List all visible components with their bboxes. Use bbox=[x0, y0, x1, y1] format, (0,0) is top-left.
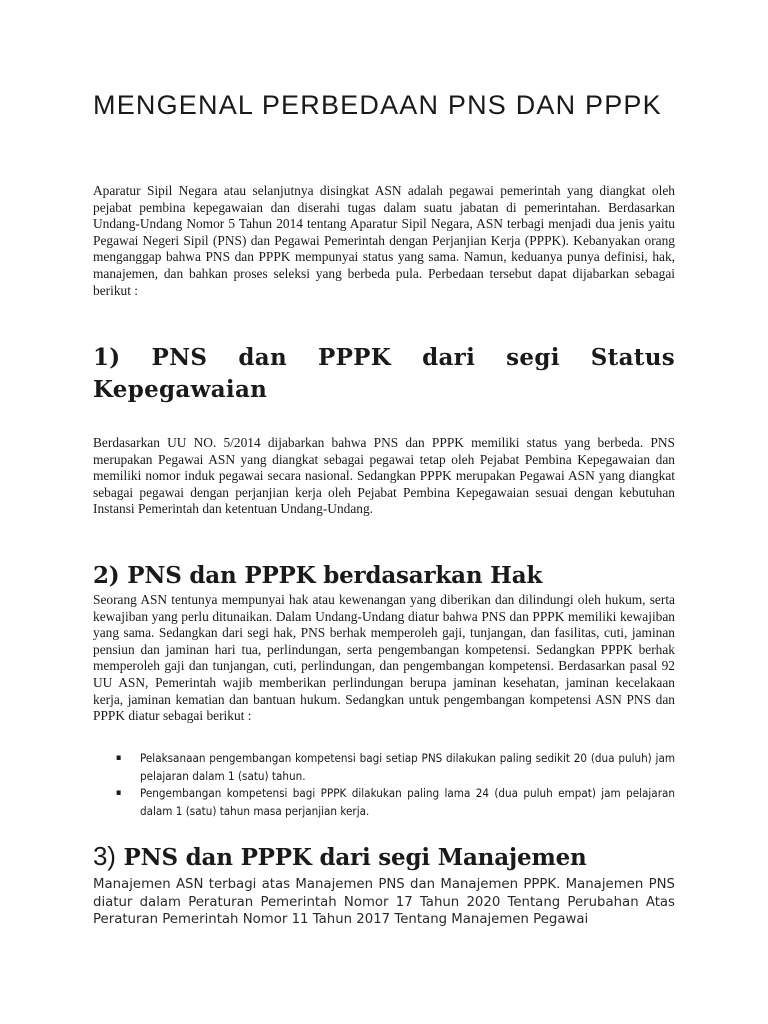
list-item bbox=[116, 785, 675, 820]
list-item-text: Pelaksanaan pengembangan kompetensi bagi setiap PNS dilakukan paling sedikit 20 (dua puluh) jam pelajaran dalam 1 (satu) tahun. bbox=[140, 751, 675, 783]
square-bullet-icon: ▪ bbox=[116, 788, 122, 798]
competency-bullet-list bbox=[116, 750, 675, 820]
section-3-body: Manajemen ASN terbagi atas Manajemen PNS dan Manajemen PPPK. Manajemen PNS diatur dalam Peraturan Pemerintah Nomor 17 Tahun 2020 Tentang Perubahan Atas Peraturan Pemerintah Nomor 11 Tahun 2017 Tentang Manajemen Pegawai bbox=[93, 877, 675, 928]
section-2-body: Seorang ASN tentunya mempunyai hak atau kewenangan yang diberikan dan dilindungi oleh hukum, serta kewajiban yang perlu ditunaikan. Dalam Undang-Undang diatur bahwa PNS dan PPPK memiliki kewajiban yang sama. Sedangkan dari segi hak, PNS berhak memperoleh gaji, tunjangan, dan fasilitas, cuti, jaminan pensiun dan jaminan hari tua, perlindungan, serta pengembangan kompetensi. Sedangkan PPPK berhak memperoleh gaji dan tunjangan, cuti, perlindungan, dan pengembangan kompetensi. Berdasarkan pasal 92 UU ASN, Pemerintah wajib memberikan perlindungan berupa jaminan kesehatan, jaminan kecelakaan kerja, jaminan kematian dan bantuan hukum. Sedangkan untuk pengembangan kompetensi ASN PNS dan PPPK diatur sebagai berikut : bbox=[93, 592, 675, 724]
section-1-heading: 1) PNS dan PPPK dari segi Status Kepegawaian bbox=[93, 344, 675, 403]
list-item-text: Pengembangan kompetensi bagi PPPK dilakukan paling lama 24 (dua puluh empat) jam pelajaran dalam 1 (satu) tahun masa perjanjian kerja. bbox=[140, 786, 675, 818]
section-3-heading bbox=[93, 840, 675, 874]
list-item bbox=[116, 750, 675, 785]
section-2-heading: 2) PNS dan PPPK berdasarkan Hak bbox=[93, 562, 543, 589]
section-1-body: Berdasarkan UU NO. 5/2014 dijabarkan bahwa PNS dan PPPK memiliki status yang berbeda. PNS merupakan Pegawai ASN yang diangkat sebagai pegawai tetap oleh Pejabat Pembina Kepegawaian dan memiliki nomor induk pegawai secara nasional. Sedangkan PPPK merupakan Pegawai ASN yang diangkat sebagai pegawai dengan perjanjian kerja oleh Pejabat Pembina Kepegawaian sesuai dengan kebutuhan Instansi Pemerintah dan ketentuan Undang-Undang. bbox=[93, 435, 675, 517]
document-title: MENGENAL PERBEDAAN PNS DAN PPPK bbox=[93, 90, 662, 120]
square-bullet-icon: ▪ bbox=[116, 753, 122, 763]
intro-paragraph: Aparatur Sipil Negara atau selanjutnya disingkat ASN adalah pegawai pemerintah yang diangkat oleh pejabat pembina kepegawaian dan diserahi tugas dalam suatu jabatan di pemerintahan. Berdasarkan Undang-Undang Nomor 5 Tahun 2014 tentang Aparatur Sipil Negara, ASN terbagi menjadi dua jenis yaitu Pegawai Negeri Sipil (PNS) dan Pegawai Pemerintah dengan Perjanjian Kerja (PPPK). Kebanyakan orang menganggap bahwa PNS dan PPPK mempunyai status yang sama. Namun, keduanya punya definisi, hak, manajemen, dan bahkan proses seleksi yang berbeda pula. Perbedaan tersebut dapat dijabarkan sebagai berikut : bbox=[93, 183, 675, 298]
section-3-number: 3) bbox=[93, 841, 116, 871]
section-3-heading-text: PNS dan PPPK dari segi Manajemen bbox=[123, 844, 587, 871]
